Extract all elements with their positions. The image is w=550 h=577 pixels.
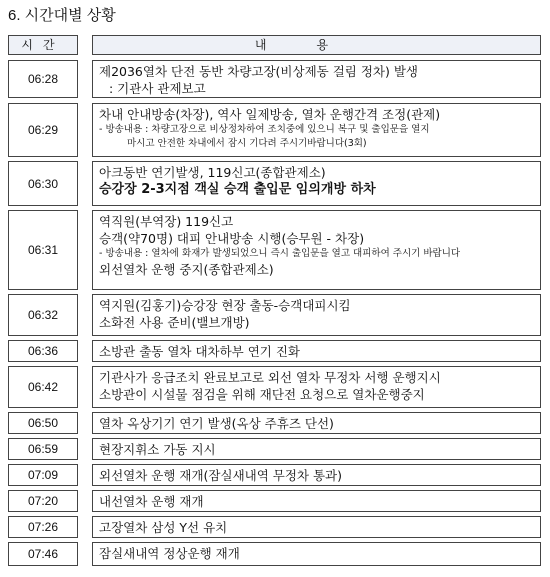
content-line: 소화전 사용 준비(밸브개방) xyxy=(99,315,250,330)
time-cell: 07:46 xyxy=(8,542,78,566)
table-row xyxy=(0,366,550,408)
content-line: 열차 옥상기기 연기 발생(옥상 주휴즈 단선) xyxy=(99,416,334,431)
content-cell xyxy=(92,366,541,408)
content-cell xyxy=(92,412,541,434)
table-row xyxy=(0,490,550,512)
table-row xyxy=(0,60,550,98)
content-cell xyxy=(92,464,541,486)
content-line: 현장지휘소 가동 지시 xyxy=(99,442,216,457)
content-cell xyxy=(92,294,541,336)
time-cell: 07:09 xyxy=(8,464,78,486)
time-cell: 06:31 xyxy=(8,210,78,290)
content-line: - 방송내용 : 열차에 화재가 발생되었으니 즉시 출입문을 열고 대피하여 주시기 바랍니다 xyxy=(99,248,461,259)
table-row xyxy=(0,161,550,206)
section-title: 6. 시간대별 상황 xyxy=(8,7,116,24)
time-cell: 06:36 xyxy=(8,340,78,362)
content-cell xyxy=(92,438,541,460)
table-row xyxy=(0,340,550,362)
content-line: 외선열차 운행 재개(잠실새내역 무정차 통과) xyxy=(99,468,342,483)
time-cell: 06:59 xyxy=(8,438,78,460)
content-line: - 방송내용 : 차량고장으로 비상정차하여 조치중에 있으니 복구 및 출입문을 열지 xyxy=(99,124,430,135)
table-row xyxy=(0,464,550,486)
content-line: 아크동반 연기발생, 119신고(종합관제소) xyxy=(99,165,326,180)
time-cell: 06:32 xyxy=(8,294,78,336)
table-row xyxy=(0,438,550,460)
content-line: 승강장 2-3지점 객실 승객 출입문 임의개방 하차 xyxy=(99,182,376,197)
content-line: 소방관이 시설물 점검을 위해 재단전 요청으로 열차운행중지 xyxy=(99,387,425,402)
content-line: 제2036열차 단전 동반 차량고장(비상제동 걸림 정차) 발생 xyxy=(99,64,418,79)
content-line: 역지원(김홍기)승강장 현장 출동-승객대피시킴 xyxy=(99,298,351,313)
table-row xyxy=(0,103,550,157)
content-line: 기관사가 응급조치 완료보고로 외선 열차 무정차 서행 운행지시 xyxy=(99,370,441,385)
content-cell xyxy=(92,516,541,538)
content-cell xyxy=(92,340,541,362)
content-line: 차내 안내방송(차장), 역사 일제방송, 열차 운행간격 조정(관제) xyxy=(99,107,441,122)
time-cell: 06:50 xyxy=(8,412,78,434)
content-cell xyxy=(92,60,541,98)
content-line: 고장열차 삼성 Y선 유치 xyxy=(99,520,228,535)
time-cell: 06:29 xyxy=(8,103,78,157)
header-time: 시간 xyxy=(8,35,78,55)
content-line: 마시고 안전한 차내에서 잠시 기다려 주시기바랍니다(3회) xyxy=(127,138,367,149)
time-cell: 06:28 xyxy=(8,60,78,98)
table-row xyxy=(0,210,550,290)
table-row xyxy=(0,542,550,566)
table-row xyxy=(0,294,550,336)
time-cell: 06:42 xyxy=(8,366,78,408)
content-line: 잠실새내역 정상운행 재개 xyxy=(99,546,240,561)
table-row xyxy=(0,516,550,538)
content-cell xyxy=(92,490,541,512)
table-row xyxy=(0,412,550,434)
content-line: : 기관사 관제보고 xyxy=(109,81,206,96)
content-cell xyxy=(92,542,541,566)
content-line: 내선열차 운행 재개 xyxy=(99,494,204,509)
content-cell xyxy=(92,161,541,206)
content-cell xyxy=(92,103,541,157)
content-line: 역직원(부역장) 119신고 xyxy=(99,214,234,229)
content-line: 외선열차 운행 중지(종합관제소) xyxy=(99,262,274,277)
content-line: 승객(약70명) 대피 안내방송 시행(승무원 - 차장) xyxy=(99,231,365,246)
time-cell: 06:30 xyxy=(8,161,78,206)
header-content: 내용 xyxy=(92,35,541,55)
content-cell xyxy=(92,210,541,290)
time-cell: 07:20 xyxy=(8,490,78,512)
time-cell: 07:26 xyxy=(8,516,78,538)
content-line: 소방관 출동 열차 대차하부 연기 진화 xyxy=(99,344,300,359)
